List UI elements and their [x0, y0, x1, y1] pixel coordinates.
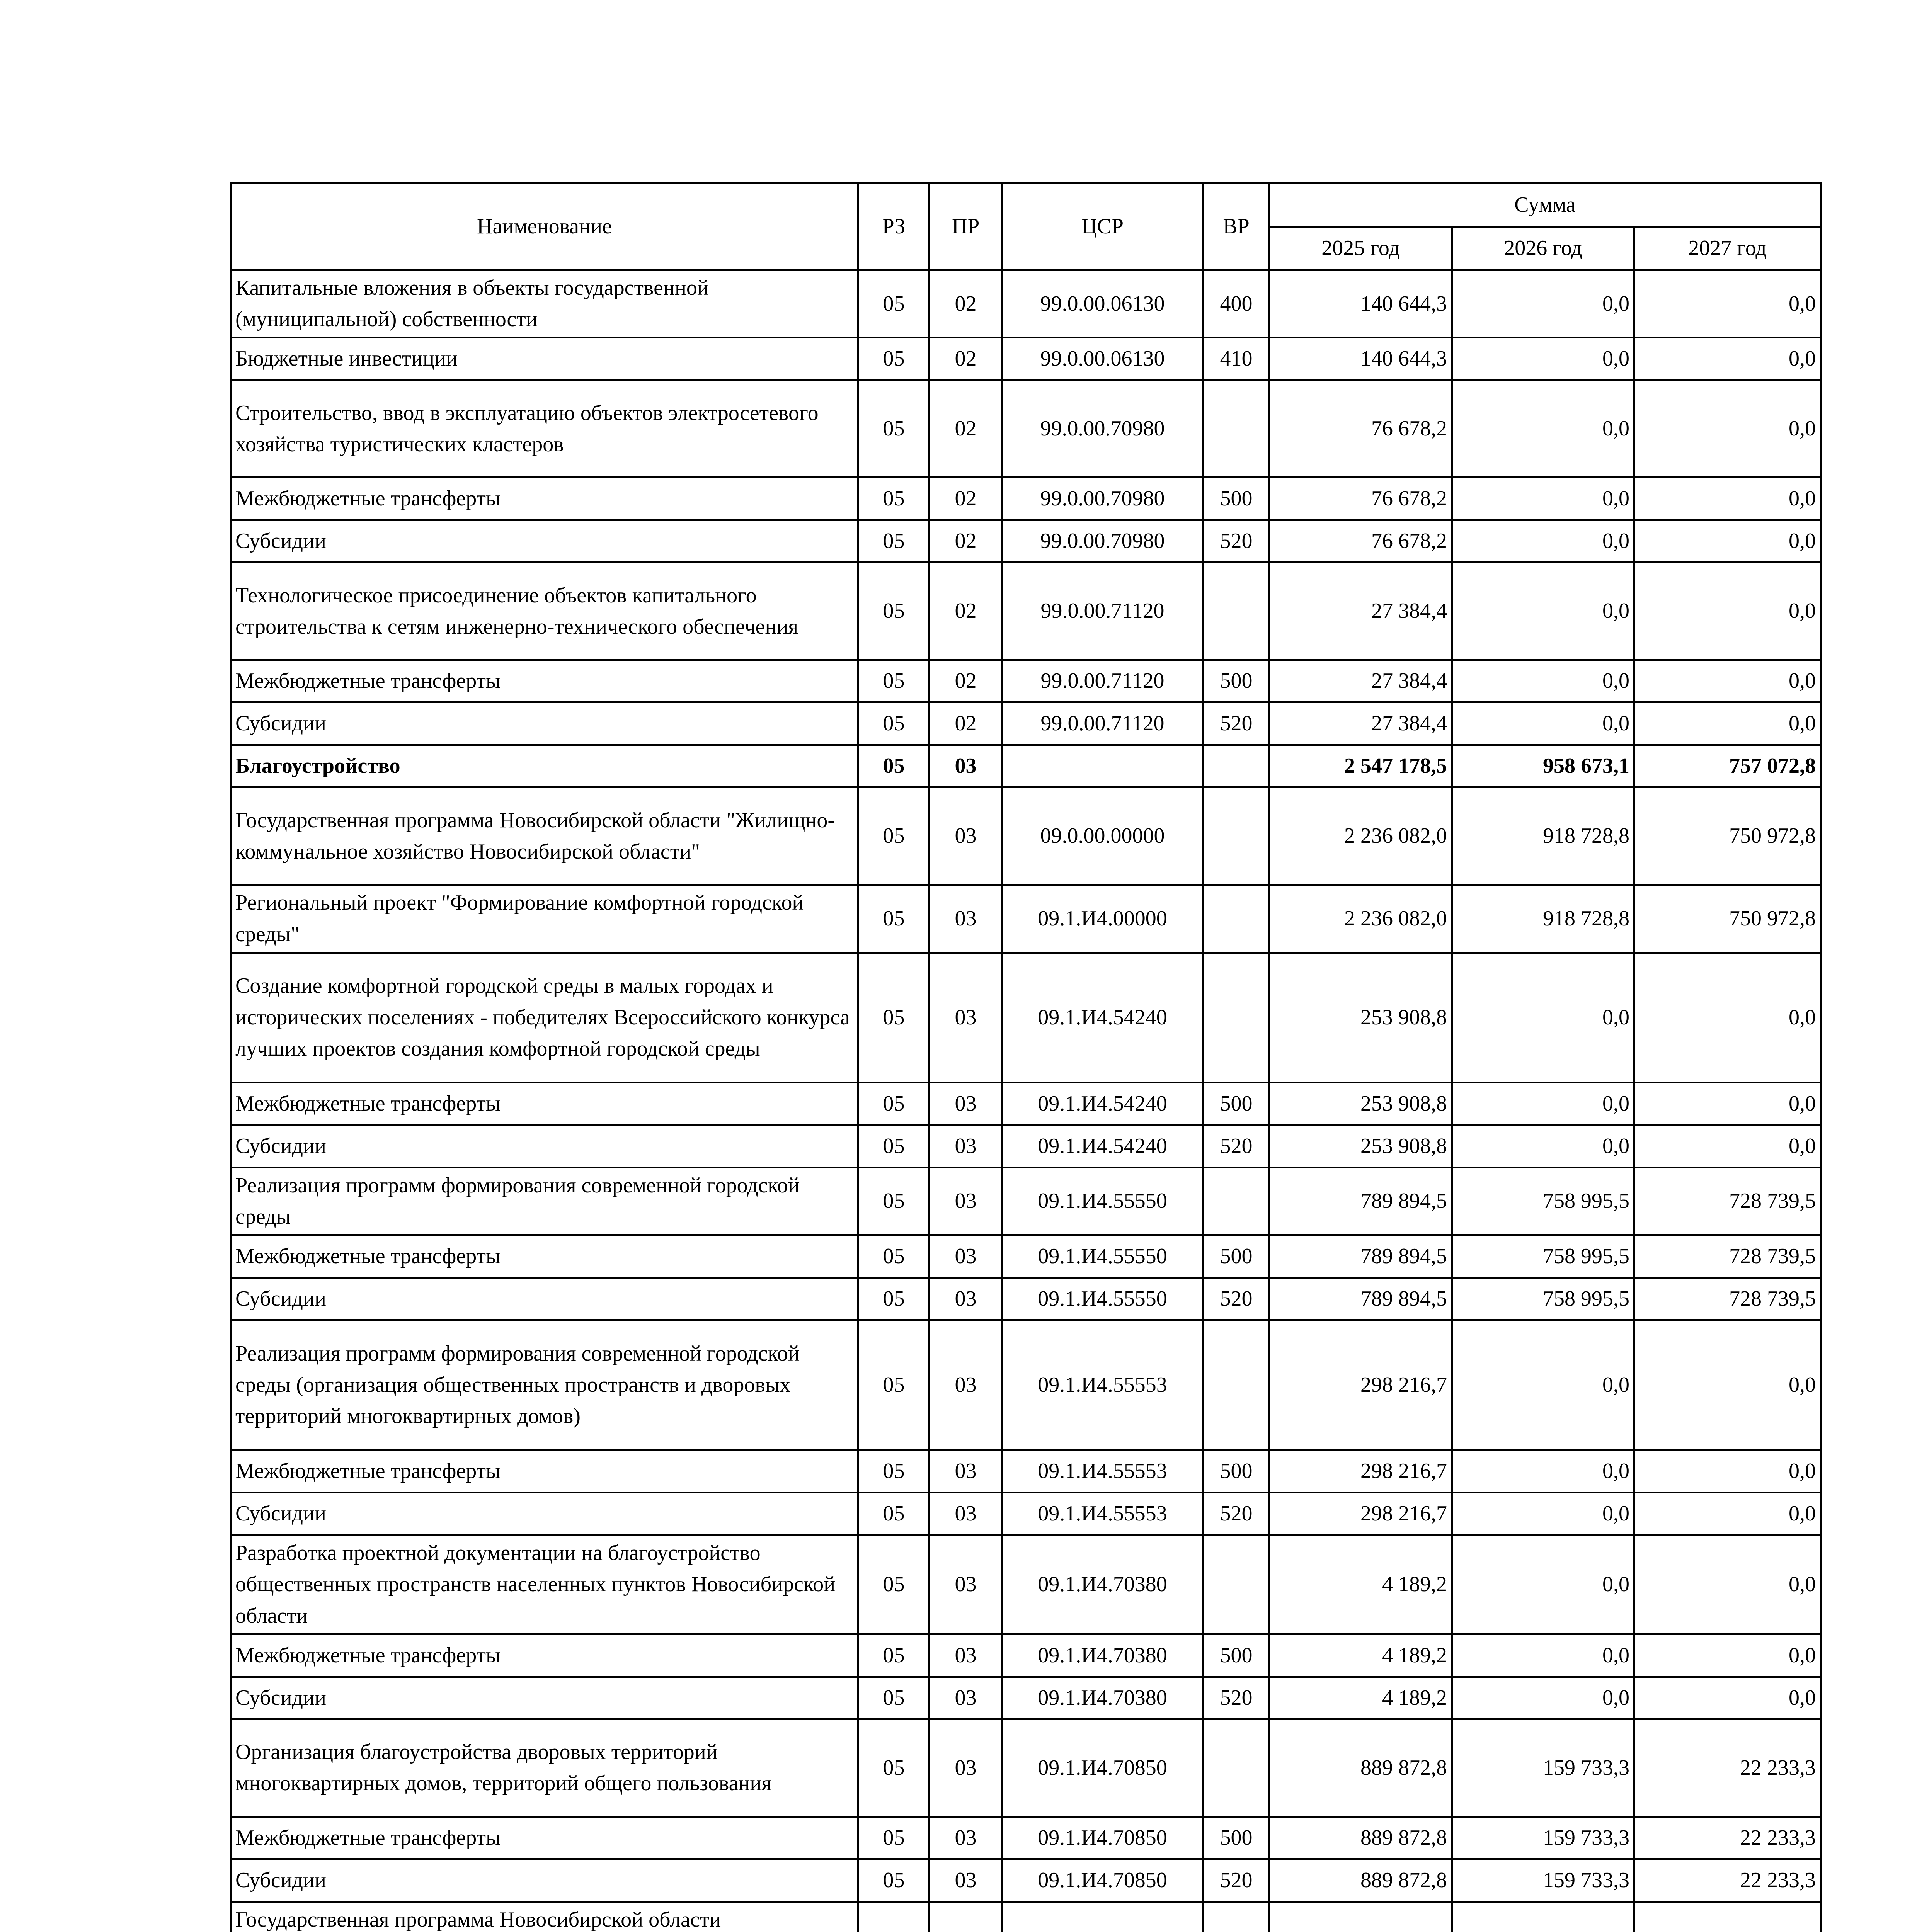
table-row [231, 1320, 1821, 1450]
table-row [231, 1901, 1821, 1932]
cell-pr: 03 [930, 1082, 1002, 1125]
cell-sum-2027: 0,0 [1634, 1634, 1821, 1677]
table-row [231, 520, 1821, 563]
cell-vr: 520 [1203, 1278, 1270, 1320]
header-rz: РЗ [858, 184, 930, 270]
cell-name: Межбюджетные трансферты [231, 1082, 858, 1125]
cell-vr [1203, 1535, 1270, 1634]
cell-name: Межбюджетные трансферты [231, 1235, 858, 1278]
table-row [231, 1235, 1821, 1278]
cell-csr: 09.1.И4.55550 [1002, 1235, 1203, 1278]
cell-vr: 500 [1203, 1082, 1270, 1125]
cell-rz: 05 [858, 1450, 930, 1493]
header-name: Наименование [231, 184, 858, 270]
table-row [231, 745, 1821, 787]
table-row [231, 702, 1821, 745]
cell-pr: 03 [930, 1816, 1002, 1859]
cell-rz: 05 [858, 1859, 930, 1901]
cell-csr: 09.1.И4.54240 [1002, 952, 1203, 1082]
cell-pr: 02 [930, 338, 1002, 380]
cell-sum-2025: 789 894,5 [1270, 1278, 1452, 1320]
cell-pr: 03 [930, 885, 1002, 952]
cell-sum-2026: 0,0 [1452, 1677, 1634, 1719]
cell-rz: 05 [858, 1677, 930, 1719]
cell-pr [930, 1901, 1002, 1932]
cell-sum-2025 [1270, 1901, 1452, 1932]
cell-sum-2025: 27 384,4 [1270, 563, 1452, 660]
cell-sum-2026: 0,0 [1452, 1125, 1634, 1167]
cell-sum-2025: 789 894,5 [1270, 1167, 1452, 1235]
cell-sum-2025: 789 894,5 [1270, 1235, 1452, 1278]
cell-sum-2025: 4 189,2 [1270, 1634, 1452, 1677]
cell-sum-2025: 253 908,8 [1270, 1125, 1452, 1167]
table-row [231, 1677, 1821, 1719]
cell-sum-2027: 728 739,5 [1634, 1235, 1821, 1278]
cell-sum-2027: 0,0 [1634, 1677, 1821, 1719]
cell-rz: 05 [858, 787, 930, 885]
header-csr: ЦСР [1002, 184, 1203, 270]
cell-sum-2026: 159 733,3 [1452, 1816, 1634, 1859]
cell-name: Создание комфортной городской среды в малых городах и исторических поселениях - победителях Всероссийского конкурса лучших проектов создания комфортной городской среды [231, 952, 858, 1082]
cell-pr: 03 [930, 1859, 1002, 1901]
cell-vr [1203, 1320, 1270, 1450]
cell-rz: 05 [858, 1235, 930, 1278]
cell-sum-2025: 4 189,2 [1270, 1677, 1452, 1719]
table-row [231, 478, 1821, 520]
cell-name: Реализация программ формирования современной городской среды [231, 1167, 858, 1235]
cell-rz: 05 [858, 1719, 930, 1816]
cell-sum-2027: 750 972,8 [1634, 787, 1821, 885]
cell-name: Разработка проектной документации на благоустройство общественных пространств населенных пунктов Новосибирской области [231, 1535, 858, 1634]
header-year-2025: 2025 год [1270, 227, 1452, 270]
cell-sum-2025: 298 216,7 [1270, 1320, 1452, 1450]
cell-rz: 05 [858, 478, 930, 520]
cell-name: Реализация программ формирования современной городской среды (организация общественных пространств и дворовых территорий многоквартирных домов) [231, 1320, 858, 1450]
cell-sum-2025: 140 644,3 [1270, 270, 1452, 338]
table-row [231, 1125, 1821, 1167]
cell-rz: 05 [858, 1535, 930, 1634]
cell-vr [1203, 1719, 1270, 1816]
cell-sum-2025: 27 384,4 [1270, 660, 1452, 702]
cell-sum-2027: 0,0 [1634, 1320, 1821, 1450]
cell-rz: 05 [858, 338, 930, 380]
cell-pr: 03 [930, 1719, 1002, 1816]
cell-pr: 03 [930, 1320, 1002, 1450]
cell-sum-2026: 0,0 [1452, 478, 1634, 520]
table-row [231, 1450, 1821, 1493]
table-row [231, 338, 1821, 380]
cell-sum-2027: 750 972,8 [1634, 885, 1821, 952]
cell-pr: 03 [930, 1450, 1002, 1493]
cell-csr: 09.1.И4.70850 [1002, 1816, 1203, 1859]
header-vr: ВР [1203, 184, 1270, 270]
cell-rz: 05 [858, 1278, 930, 1320]
table-row [231, 952, 1821, 1082]
cell-sum-2026: 0,0 [1452, 1493, 1634, 1535]
cell-rz: 05 [858, 1125, 930, 1167]
cell-sum-2025: 76 678,2 [1270, 520, 1452, 563]
cell-sum-2027: 0,0 [1634, 1535, 1821, 1634]
cell-sum-2026: 0,0 [1452, 702, 1634, 745]
cell-vr: 500 [1203, 1816, 1270, 1859]
cell-name: Межбюджетные трансферты [231, 1634, 858, 1677]
cell-name: Технологическое присоединение объектов капитального строительства к сетям инженерно-технического обеспечения [231, 563, 858, 660]
cell-pr: 03 [930, 1634, 1002, 1677]
cell-sum-2027: 0,0 [1634, 380, 1821, 478]
cell-sum-2025: 298 216,7 [1270, 1493, 1452, 1535]
cell-sum-2027 [1634, 1901, 1821, 1932]
cell-vr: 500 [1203, 478, 1270, 520]
cell-csr: 09.1.И4.55553 [1002, 1450, 1203, 1493]
cell-rz: 05 [858, 702, 930, 745]
cell-name: Субсидии [231, 1677, 858, 1719]
cell-sum-2025: 2 547 178,5 [1270, 745, 1452, 787]
cell-rz: 05 [858, 745, 930, 787]
cell-sum-2026: 159 733,3 [1452, 1859, 1634, 1901]
cell-sum-2026: 0,0 [1452, 270, 1634, 338]
header-year-2026: 2026 год [1452, 227, 1634, 270]
cell-csr: 99.0.00.71120 [1002, 563, 1203, 660]
table-row [231, 1535, 1821, 1634]
cell-csr [1002, 745, 1203, 787]
header-sum: Сумма [1270, 184, 1821, 227]
cell-rz: 05 [858, 1634, 930, 1677]
cell-sum-2027: 0,0 [1634, 478, 1821, 520]
cell-sum-2027: 0,0 [1634, 563, 1821, 660]
cell-sum-2026: 0,0 [1452, 1535, 1634, 1634]
cell-sum-2027: 0,0 [1634, 1450, 1821, 1493]
cell-csr: 09.1.И4.70850 [1002, 1719, 1203, 1816]
cell-sum-2026: 0,0 [1452, 563, 1634, 660]
cell-csr: 09.0.00.00000 [1002, 787, 1203, 885]
cell-vr [1203, 745, 1270, 787]
cell-pr: 03 [930, 1535, 1002, 1634]
cell-name: Строительство, ввод в эксплуатацию объектов электросетевого хозяйства туристических кластеров [231, 380, 858, 478]
cell-vr: 520 [1203, 1493, 1270, 1535]
cell-csr: 09.1.И4.70850 [1002, 1859, 1203, 1901]
cell-name: Субсидии [231, 1859, 858, 1901]
cell-name: Межбюджетные трансферты [231, 1816, 858, 1859]
table-row [231, 1167, 1821, 1235]
cell-rz: 05 [858, 660, 930, 702]
cell-csr [1002, 1901, 1203, 1932]
cell-sum-2025: 140 644,3 [1270, 338, 1452, 380]
table-row [231, 885, 1821, 952]
cell-sum-2027: 0,0 [1634, 520, 1821, 563]
cell-pr: 02 [930, 660, 1002, 702]
cell-rz: 05 [858, 1493, 930, 1535]
cell-csr: 99.0.00.70980 [1002, 478, 1203, 520]
cell-pr: 02 [930, 702, 1002, 745]
cell-rz: 05 [858, 1816, 930, 1859]
table-row [231, 1493, 1821, 1535]
table-row [231, 1082, 1821, 1125]
cell-sum-2026: 0,0 [1452, 338, 1634, 380]
cell-pr: 03 [930, 952, 1002, 1082]
cell-sum-2027: 0,0 [1634, 270, 1821, 338]
cell-vr: 500 [1203, 1235, 1270, 1278]
cell-pr: 02 [930, 270, 1002, 338]
cell-sum-2026: 958 673,1 [1452, 745, 1634, 787]
cell-sum-2027: 728 739,5 [1634, 1167, 1821, 1235]
cell-csr: 99.0.00.71120 [1002, 702, 1203, 745]
cell-csr: 09.1.И4.70380 [1002, 1634, 1203, 1677]
cell-name: Субсидии [231, 1125, 858, 1167]
cell-rz [858, 1901, 930, 1932]
cell-sum-2025: 889 872,8 [1270, 1816, 1452, 1859]
cell-name: Капитальные вложения в объекты государственной (муниципальной) собственности [231, 270, 858, 338]
table-row [231, 380, 1821, 478]
cell-csr: 09.1.И4.55550 [1002, 1278, 1203, 1320]
table-header [231, 184, 1821, 270]
cell-pr: 03 [930, 1235, 1002, 1278]
cell-pr: 03 [930, 1278, 1002, 1320]
cell-sum-2025: 76 678,2 [1270, 380, 1452, 478]
cell-sum-2026: 0,0 [1452, 660, 1634, 702]
cell-name: Организация благоустройства дворовых территорий многоквартирных домов, территорий общего пользования [231, 1719, 858, 1816]
cell-sum-2025: 76 678,2 [1270, 478, 1452, 520]
cell-sum-2025: 4 189,2 [1270, 1535, 1452, 1634]
cell-vr: 520 [1203, 1125, 1270, 1167]
cell-vr: 410 [1203, 338, 1270, 380]
cell-sum-2025: 253 908,8 [1270, 952, 1452, 1082]
cell-pr: 03 [930, 1677, 1002, 1719]
cell-rz: 05 [858, 1082, 930, 1125]
cell-name: Межбюджетные трансферты [231, 478, 858, 520]
cell-csr: 99.0.00.70980 [1002, 520, 1203, 563]
cell-sum-2025: 889 872,8 [1270, 1859, 1452, 1901]
cell-sum-2026: 758 995,5 [1452, 1278, 1634, 1320]
cell-name: Межбюджетные трансферты [231, 1450, 858, 1493]
budget-table [230, 182, 1822, 1932]
cell-vr [1203, 1901, 1270, 1932]
cell-sum-2026: 159 733,3 [1452, 1719, 1634, 1816]
cell-vr: 500 [1203, 660, 1270, 702]
cell-name: Государственная программа Новосибирской области "Жилищно-коммунальное хозяйство Новосибирской области" [231, 787, 858, 885]
table-row [231, 1719, 1821, 1816]
table-row [231, 787, 1821, 885]
cell-csr: 99.0.00.70980 [1002, 380, 1203, 478]
cell-csr: 09.1.И4.70380 [1002, 1535, 1203, 1634]
cell-sum-2026: 0,0 [1452, 952, 1634, 1082]
cell-csr: 09.1.И4.54240 [1002, 1125, 1203, 1167]
cell-pr: 02 [930, 478, 1002, 520]
cell-sum-2026: 0,0 [1452, 1082, 1634, 1125]
cell-rz: 05 [858, 1167, 930, 1235]
cell-vr: 400 [1203, 270, 1270, 338]
cell-vr: 520 [1203, 702, 1270, 745]
cell-vr [1203, 1167, 1270, 1235]
cell-rz: 05 [858, 1320, 930, 1450]
cell-csr: 99.0.00.71120 [1002, 660, 1203, 702]
cell-sum-2025: 27 384,4 [1270, 702, 1452, 745]
cell-pr: 03 [930, 745, 1002, 787]
cell-rz: 05 [858, 952, 930, 1082]
table-body [231, 270, 1821, 1932]
header-year-2027: 2027 год [1634, 227, 1821, 270]
cell-rz: 05 [858, 563, 930, 660]
cell-vr [1203, 885, 1270, 952]
cell-pr: 03 [930, 1493, 1002, 1535]
cell-name: Субсидии [231, 702, 858, 745]
cell-vr: 520 [1203, 520, 1270, 563]
cell-name: Субсидии [231, 520, 858, 563]
cell-sum-2027: 0,0 [1634, 952, 1821, 1082]
cell-rz: 05 [858, 380, 930, 478]
cell-sum-2026: 918 728,8 [1452, 787, 1634, 885]
table-row [231, 1634, 1821, 1677]
cell-rz: 05 [858, 520, 930, 563]
cell-sum-2026 [1452, 1901, 1634, 1932]
cell-name: Благоустройство [231, 745, 858, 787]
cell-sum-2026: 0,0 [1452, 1320, 1634, 1450]
cell-name: Региональный проект "Формирование комфортной городской среды" [231, 885, 858, 952]
cell-sum-2027: 22 233,3 [1634, 1719, 1821, 1816]
cell-sum-2027: 0,0 [1634, 1493, 1821, 1535]
table-row [231, 1816, 1821, 1859]
cell-vr: 520 [1203, 1677, 1270, 1719]
cell-pr: 03 [930, 787, 1002, 885]
cell-sum-2027: 0,0 [1634, 1125, 1821, 1167]
cell-csr: 09.1.И4.70380 [1002, 1677, 1203, 1719]
cell-sum-2027: 0,0 [1634, 338, 1821, 380]
cell-vr: 500 [1203, 1450, 1270, 1493]
cell-rz: 05 [858, 885, 930, 952]
cell-sum-2027: 757 072,8 [1634, 745, 1821, 787]
cell-sum-2025: 298 216,7 [1270, 1450, 1452, 1493]
cell-csr: 09.1.И4.00000 [1002, 885, 1203, 952]
cell-vr: 520 [1203, 1859, 1270, 1901]
cell-sum-2026: 758 995,5 [1452, 1167, 1634, 1235]
cell-vr [1203, 952, 1270, 1082]
cell-sum-2027: 22 233,3 [1634, 1816, 1821, 1859]
cell-sum-2025: 2 236 082,0 [1270, 885, 1452, 952]
cell-csr: 99.0.00.06130 [1002, 338, 1203, 380]
cell-rz: 05 [858, 270, 930, 338]
cell-pr: 02 [930, 380, 1002, 478]
cell-pr: 02 [930, 520, 1002, 563]
table-row [231, 1859, 1821, 1901]
cell-vr [1203, 563, 1270, 660]
cell-pr: 03 [930, 1125, 1002, 1167]
cell-sum-2026: 758 995,5 [1452, 1235, 1634, 1278]
cell-sum-2026: 0,0 [1452, 1450, 1634, 1493]
cell-name: Государственная программа Новосибирской области [231, 1901, 858, 1932]
cell-csr: 09.1.И4.55553 [1002, 1493, 1203, 1535]
cell-name: Субсидии [231, 1278, 858, 1320]
cell-vr: 500 [1203, 1634, 1270, 1677]
cell-csr: 09.1.И4.55550 [1002, 1167, 1203, 1235]
cell-sum-2027: 0,0 [1634, 660, 1821, 702]
table-row [231, 1278, 1821, 1320]
cell-name: Субсидии [231, 1493, 858, 1535]
cell-csr: 99.0.00.06130 [1002, 270, 1203, 338]
cell-sum-2026: 0,0 [1452, 1634, 1634, 1677]
cell-vr [1203, 787, 1270, 885]
table-row [231, 563, 1821, 660]
header-pr: ПР [930, 184, 1002, 270]
cell-sum-2025: 2 236 082,0 [1270, 787, 1452, 885]
cell-sum-2026: 918 728,8 [1452, 885, 1634, 952]
cell-sum-2027: 728 739,5 [1634, 1278, 1821, 1320]
cell-pr: 03 [930, 1167, 1002, 1235]
cell-csr: 09.1.И4.54240 [1002, 1082, 1203, 1125]
cell-sum-2026: 0,0 [1452, 380, 1634, 478]
cell-sum-2025: 253 908,8 [1270, 1082, 1452, 1125]
cell-sum-2027: 0,0 [1634, 702, 1821, 745]
cell-csr: 09.1.И4.55553 [1002, 1320, 1203, 1450]
table-row [231, 660, 1821, 702]
cell-name: Межбюджетные трансферты [231, 660, 858, 702]
cell-pr: 02 [930, 563, 1002, 660]
cell-name: Бюджетные инвестиции [231, 338, 858, 380]
cell-vr [1203, 380, 1270, 478]
table-row [231, 270, 1821, 338]
cell-sum-2026: 0,0 [1452, 520, 1634, 563]
cell-sum-2027: 0,0 [1634, 1082, 1821, 1125]
cell-sum-2027: 22 233,3 [1634, 1859, 1821, 1901]
cell-sum-2025: 889 872,8 [1270, 1719, 1452, 1816]
